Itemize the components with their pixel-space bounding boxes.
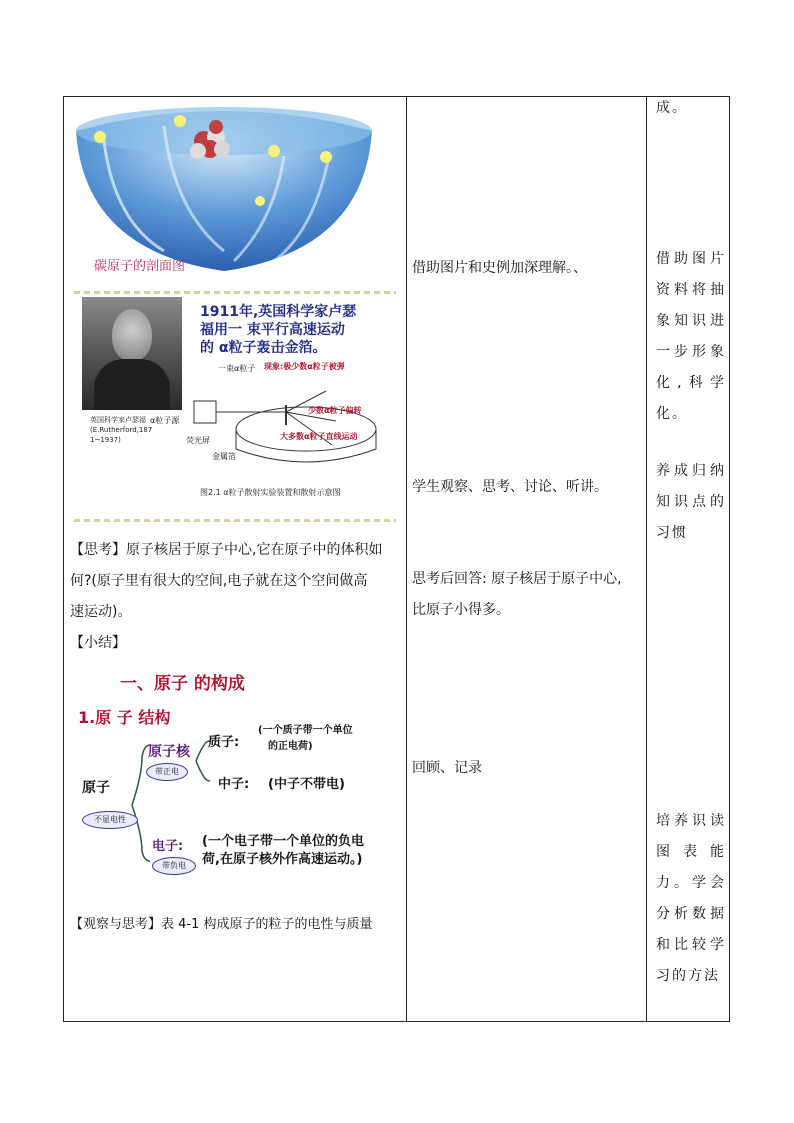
lesson-table	[63, 96, 730, 1022]
portrait-caption: 英国科学家卢瑟福 (E.Rutherford,187 1~1937)	[90, 416, 153, 444]
proton-note: (一个质子带一个单位 的正电荷)	[258, 725, 353, 752]
nucleus-label: 原子核	[148, 744, 190, 760]
neutron-note: (中子不带电)	[268, 777, 345, 792]
column-divider	[646, 97, 647, 1021]
bowl-caption: 碳原子的剖面图	[94, 259, 186, 274]
section-title: 一、原子 的构成	[120, 674, 245, 694]
column-divider	[406, 97, 407, 1021]
neutron-label: 中子:	[218, 777, 250, 792]
decorative-border	[74, 519, 396, 522]
experiment-description: 1911年,英国科学家卢瑟 福用一 束平行高速运动 的 α粒子轰击金箔。	[200, 304, 357, 356]
activity-observe: 学生观察、思考、讨论、听讲。	[412, 479, 608, 495]
activity-image-aid: 借助图片和史例加深理解。、	[412, 260, 587, 276]
negative-charge-tag: 带负电	[152, 857, 196, 875]
electron-note: (一个电子带一个单位的负电 荷,在原子核外作高速运动。)	[202, 834, 364, 867]
scattering-apparatus-diagram: 一束α粒子 α粒子源 荧光屏 金属箔 现象:极少数α粒子被弹 少数α粒子偏转 大多数α粒子直线运动	[186, 365, 400, 483]
carbon-atom-cross-section-image	[74, 101, 374, 273]
activity-review: 回顾、记录	[412, 760, 482, 776]
intent-data-reading: 培养识读图表能力。学会分析数据和比较学习的方法	[656, 813, 726, 984]
proton-label: 质子:	[208, 735, 240, 750]
positive-charge-tag: 带正电	[146, 763, 188, 781]
atom-structure-diagram	[72, 665, 402, 901]
neutral-charge-tag: 不显电性	[82, 811, 138, 829]
intent-summary: 养成归纳知识点的习惯	[656, 463, 726, 541]
intent-end: 成。	[656, 100, 688, 116]
activity-answer: 思考后回答: 原子核居于原子中心, 比原子小得多。	[412, 571, 622, 618]
atom-label: 原子	[82, 780, 110, 796]
rutherford-portrait	[82, 297, 182, 410]
rutherford-experiment-image	[82, 287, 400, 525]
think-question: 【思考】原子核居于原子中心,它在原子中的体积如 何?(原子里有很大的空间,电子就在这个空间做高 速运动)。 【小结】	[70, 542, 383, 651]
electron-label: 电子:	[152, 839, 184, 854]
apparatus-caption: 图2.1 α粒子散射实验装置和散射示意图	[200, 488, 341, 497]
structure-title: 1.原 子 结构	[78, 708, 171, 727]
observe-and-think: 【观察与思考】表 4-1 构成原子的粒子的电性与质量	[70, 917, 373, 932]
intent-visual: 借助图片资料将抽象知识进一步形象化,科学化。	[656, 251, 726, 422]
